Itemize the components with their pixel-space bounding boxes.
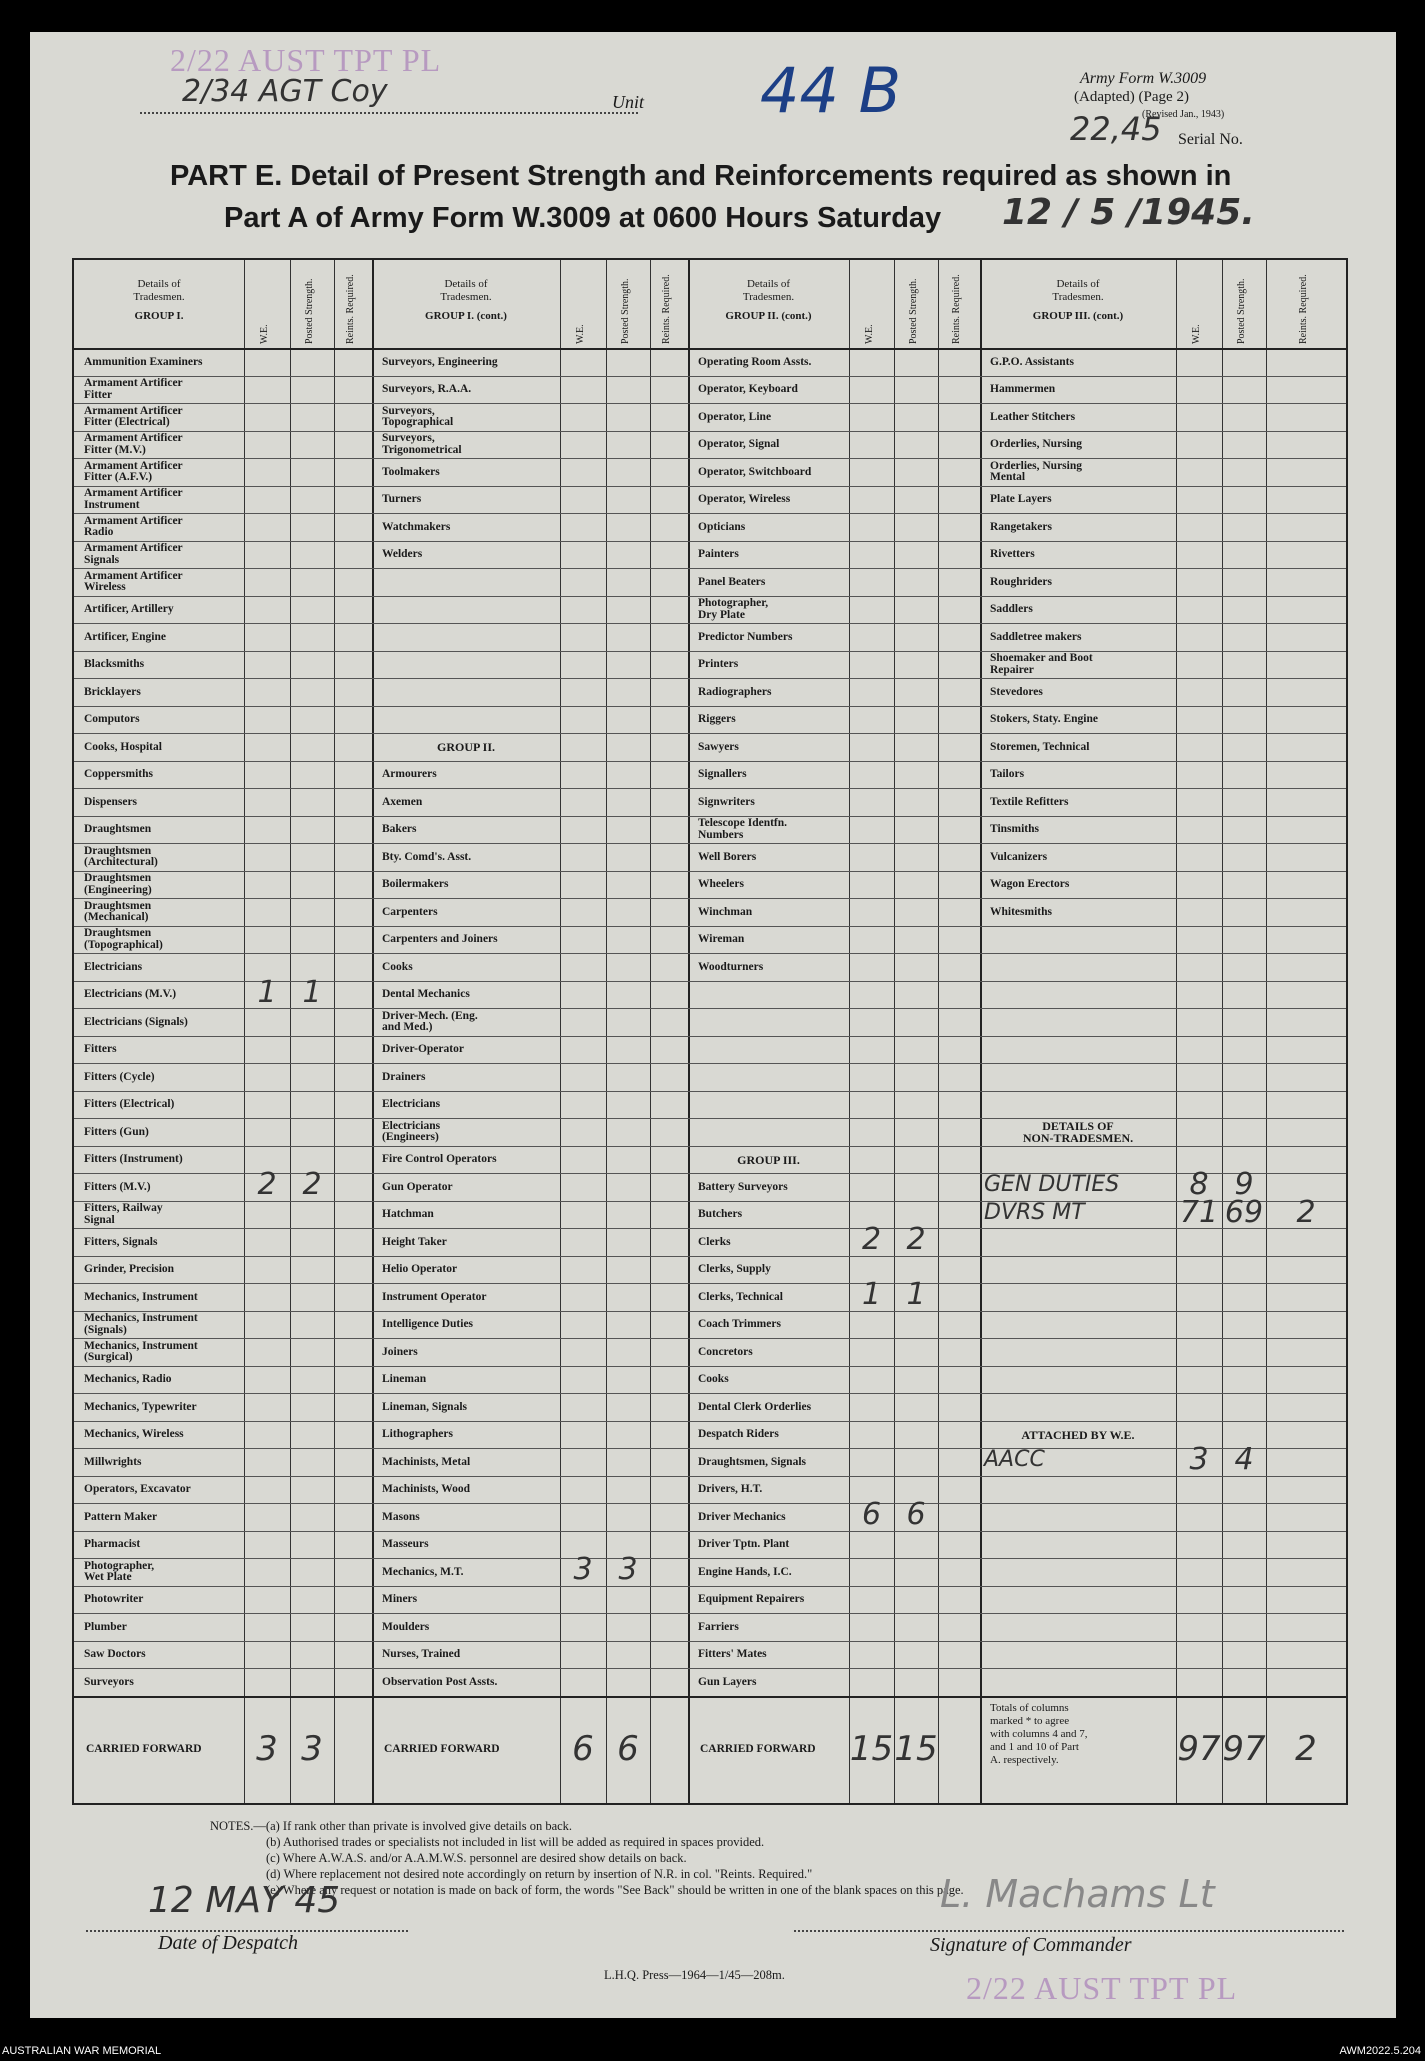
tradesman-label: Millwrights — [84, 1455, 142, 1468]
tradesman-label: Bakers — [382, 823, 417, 835]
tradesman-label: Photowriter — [84, 1593, 144, 1605]
tradesman-label: Turners — [382, 493, 422, 505]
tradesman-label: Operator, Keyboard — [698, 383, 798, 395]
form-sheet — [30, 32, 1396, 2018]
tradesman-label: Textile Refitters — [990, 795, 1069, 808]
tradesman-label: Armament Artificer Instrument — [84, 487, 183, 511]
tradesman-label: G.P.O. Assistants — [990, 355, 1074, 368]
tradesman-label: Tinsmiths — [990, 823, 1040, 835]
tradesman-label: Fitters' Mates — [698, 1648, 767, 1660]
serial-handwritten: 22,45 — [1070, 110, 1162, 148]
tradesman-label: Armourers — [382, 768, 437, 780]
tradesman-label: Whitesmiths — [990, 905, 1052, 918]
tradesman-label: Operator, Wireless — [698, 493, 791, 505]
column-header-details — [688, 260, 849, 348]
caption-left: AUSTRALIAN WAR MEMORIAL — [2, 2045, 162, 2057]
details-of-tradesmen: Details of Tradesmen. — [742, 278, 795, 303]
tradesman-label: Photographer, Wet Plate — [84, 1559, 155, 1584]
carried-forward-label: CARRIED FORWARD — [86, 1742, 202, 1755]
title-line-2: Part A of Army Form W.3009 at 0600 Hours Saturday — [224, 202, 942, 234]
tradesman-label: Concretors — [698, 1345, 753, 1358]
strength-value: 1 — [302, 974, 322, 1010]
form-title: Army Form W.3009 — [1080, 70, 1207, 87]
unit-line — [140, 112, 638, 114]
strength-value: 3 — [1189, 1442, 1209, 1478]
tradesman-label: Stevedores — [990, 685, 1043, 698]
tradesman-label: Battery Surveyors — [698, 1180, 788, 1193]
tradesman-label: Printers — [698, 658, 739, 670]
note-line: (d) Where replacement not desired note accordingly on return by insertion of N.R. in col. "Reints. Required." — [266, 1867, 813, 1881]
tradesman-label: Draughtsmen (Engineering) — [84, 872, 152, 896]
totals-note: Totals of columns marked * to agree with columns 4 and 7, and 1 and 10 of Part A. respectively. — [990, 1701, 1088, 1766]
signature-label: Signature of Commander — [930, 1934, 1132, 1956]
tradesman-label: Draughtsmen (Mechanical) — [84, 899, 152, 924]
group-divider — [372, 260, 374, 1803]
tradesman-label: Pharmacist — [84, 1538, 141, 1550]
reints-required-header: Reints. Required. — [1298, 274, 1309, 344]
group-divider — [980, 260, 982, 1803]
tradesman-label: Operator, Line — [698, 410, 772, 423]
tradesman-label: Driver Tptn. Plant — [698, 1538, 790, 1550]
caption-right: AWM2022.5.204 — [1339, 2045, 1421, 2057]
we-header: W.E. — [259, 324, 270, 344]
posted-strength-header: Posted Strength. — [908, 278, 919, 344]
tradesman-label: Mechanics, Instrument (Signals) — [84, 1312, 198, 1336]
tradesman-label: Mechanics, Wireless — [84, 1428, 184, 1440]
tradesman-label: Boilermakers — [382, 878, 449, 890]
posted-strength-header: Posted Strength. — [620, 278, 631, 344]
tradesman-label: Watchmakers — [382, 520, 451, 533]
strength-value: 1 — [861, 1277, 882, 1313]
tradesman-label: Gun Operator — [382, 1180, 453, 1193]
posted-strength-header: Posted Strength. — [304, 278, 315, 344]
strength-table — [72, 258, 1348, 1805]
tradesman-label: Panel Beaters — [698, 575, 766, 588]
reints-required-header: Reints. Required. — [345, 274, 356, 344]
tradesman-label: Surveyors, Trigonometrical — [382, 432, 462, 456]
despatch-date-handwritten: 12 MAY 45 — [148, 1880, 341, 1921]
unit-label: Unit — [612, 92, 645, 112]
strength-value: 2 — [302, 1167, 322, 1203]
unit-stamp-bottom: 2/22 AUST TPT PL — [966, 1970, 1238, 2006]
group-heading: GROUP III. (cont.) — [1032, 310, 1124, 322]
tradesman-label: Sawyers — [698, 740, 739, 753]
tradesman-label: Riggers — [698, 713, 736, 725]
tradesman-label: Photographer, Dry Plate — [698, 597, 769, 621]
column-divider — [334, 260, 335, 1803]
serial-label: Serial No. — [1178, 131, 1243, 148]
tradesman-label: Plumber — [84, 1620, 127, 1633]
carried-forward-value: 15 — [849, 1729, 894, 1770]
tradesman-label: Roughriders — [990, 575, 1052, 588]
column-header-details — [980, 260, 1176, 348]
tradesman-label: Draughtsmen (Architectural) — [84, 844, 158, 869]
tradesman-label: Grinder, Precision — [84, 1263, 175, 1275]
strength-value: 71 — [1179, 1194, 1219, 1230]
tradesman-label: Surveyors, Engineering — [382, 355, 498, 368]
tradesman-label: Fitters (Instrument) — [84, 1153, 183, 1165]
tradesman-label: Opticians — [698, 520, 746, 533]
tradesman-label: Signallers — [698, 768, 747, 780]
column-divider — [849, 260, 850, 1803]
tradesman-label: Shoemaker and Boot Repairer — [990, 652, 1093, 676]
tradesman-label: Hammermen — [990, 383, 1056, 395]
tradesman-label: Electricians — [382, 1098, 441, 1110]
tradesman-label: Operating Room Assts. — [698, 355, 812, 368]
totals-value: 97 — [1222, 1729, 1266, 1770]
tradesman-label: Coach Trimmers — [698, 1318, 781, 1330]
group-heading-row: GROUP II. — [436, 740, 495, 755]
group-heading: GROUP II. (cont.) — [725, 310, 812, 322]
form-adapted: (Adapted) (Page 2) — [1074, 89, 1189, 105]
tradesman-label: Despatch Riders — [698, 1428, 779, 1440]
strength-value: 69 — [1224, 1194, 1264, 1230]
tradesman-label: Armament Artificer Signals — [84, 542, 183, 566]
column-divider — [650, 260, 651, 1803]
tradesman-label: Saddlers — [990, 603, 1033, 615]
tradesman-label: Clerks — [698, 1235, 731, 1248]
title-line-1: PART E. Detail of Present Strength and Reinforcements required as shown in — [170, 160, 1232, 192]
tradesman-label: Surveyors, Topographical — [382, 404, 454, 429]
tradesman-label: Observation Post Assts. — [382, 1675, 498, 1688]
tradesman-label: Clerks, Technical — [698, 1290, 783, 1303]
group-heading: GROUP I. — [134, 310, 184, 322]
tradesman-label: Woodturners — [698, 960, 764, 973]
strength-value: 6 — [861, 1497, 882, 1533]
tradesman-label: Storemen, Technical — [990, 740, 1090, 753]
row-rule — [74, 1036, 1346, 1037]
tradesman-label: Orderlies, Nursing Mental — [990, 459, 1082, 484]
tradesman-label: Draughtsmen (Topographical) — [84, 927, 163, 951]
strength-value: 4 — [1234, 1442, 1254, 1478]
tradesman-label: Height Taker — [382, 1235, 447, 1248]
tradesman-label: Painters — [698, 548, 739, 560]
title-date: 12 / 5 /1945. — [1002, 192, 1255, 233]
column-header-details — [74, 260, 244, 348]
strength-value: 1 — [257, 974, 277, 1010]
tradesman-label: Intelligence Duties — [382, 1318, 474, 1330]
tradesman-label: Wireman — [698, 933, 745, 945]
strength-value: 2 — [861, 1222, 882, 1258]
group-divider — [688, 260, 690, 1803]
tradesman-label: Masons — [382, 1510, 420, 1523]
row-rule — [74, 1063, 1346, 1064]
tradesman-label: Machinists, Metal — [382, 1455, 471, 1468]
carried-forward-value: 6 — [617, 1729, 639, 1770]
tradesman-label: Electricians (Signals) — [84, 1015, 188, 1028]
column-divider — [1176, 260, 1177, 1803]
tradesman-label: Operator, Switchboard — [698, 465, 812, 478]
tradesman-label: Radiographers — [698, 685, 772, 698]
tradesman-label: Fitters — [84, 1043, 117, 1055]
tradesman-label: Operator, Signal — [698, 438, 780, 450]
reints-required-header: Reints. Required. — [661, 274, 672, 344]
tradesman-label: Wheelers — [698, 878, 744, 890]
tradesman-label: Instrument Operator — [382, 1290, 487, 1303]
posted-strength-header: Posted Strength. — [1236, 278, 1247, 344]
tradesman-label: Fitters, Signals — [84, 1235, 158, 1248]
tradesman-label: Armament Artificer Fitter (Electrical) — [84, 404, 183, 429]
tradesman-label: Gun Layers — [698, 1675, 757, 1688]
non-tradesman-label: DVRS MT — [984, 1199, 1085, 1225]
we-header: W.E. — [1191, 324, 1202, 344]
group-heading-row: DETAILS OF NON-TRADESMEN. — [1022, 1119, 1134, 1146]
carried-forward-label: CARRIED FORWARD — [700, 1742, 816, 1755]
tradesman-label: Coppersmiths — [84, 768, 154, 780]
tradesman-label: Wagon Erectors — [990, 878, 1070, 890]
tradesman-label: Pattern Maker — [84, 1510, 158, 1523]
tradesman-label: Vulcanizers — [990, 850, 1048, 863]
tradesman-label: Ammunition Examiners — [84, 355, 203, 368]
tradesman-label: Mechanics, Typewriter — [84, 1400, 197, 1413]
strength-value: 3 — [618, 1552, 638, 1588]
tradesman-label: Electricians (M.V.) — [84, 988, 177, 1000]
tradesman-label: Electricians (Engineers) — [382, 1119, 441, 1144]
tradesman-label: Fire Control Operators — [382, 1153, 497, 1165]
non-tradesman-label: AACC — [984, 1447, 1045, 1473]
tradesman-label: Equipment Repairers — [698, 1593, 805, 1605]
tradesman-label: Mechanics, M.T. — [382, 1565, 464, 1578]
tradesman-label: Bty. Comd's. Asst. — [382, 850, 472, 863]
tradesman-label: Mechanics, Instrument (Surgical) — [84, 1339, 198, 1364]
tradesman-label: Blacksmiths — [84, 658, 145, 670]
tradesman-label: Helio Operator — [382, 1263, 458, 1275]
tradesman-label: Saw Doctors — [84, 1648, 146, 1660]
tradesman-label: Armament Artificer Wireless — [84, 569, 183, 594]
tradesman-label: Welders — [382, 548, 423, 560]
tradesman-label: Hatchman — [382, 1208, 434, 1220]
tradesman-label: Lithographers — [382, 1428, 453, 1440]
tradesman-label: Butchers — [698, 1208, 743, 1220]
tradesman-label: Armament Artificer Fitter (M.V.) — [84, 432, 183, 456]
tradesman-label: Mechanics, Instrument — [84, 1290, 198, 1303]
we-header: W.E. — [863, 324, 875, 344]
tradesman-label: Joiners — [382, 1345, 418, 1358]
group-heading: GROUP I. (cont.) — [425, 310, 507, 322]
tradesman-label: Computors — [84, 713, 140, 725]
tradesman-label: Draughtsmen, Signals — [698, 1455, 806, 1468]
carried-forward-value: 6 — [572, 1729, 594, 1770]
column-divider — [244, 260, 245, 1803]
tradesman-label: Fitters (M.V.) — [84, 1180, 151, 1193]
tradesman-label: Lineman — [382, 1373, 427, 1385]
tradesman-label: Artificer, Artillery — [84, 603, 174, 615]
note-line: (c) Where A.W.A.S. and/or A.A.M.W.S. personnel are desired show details on back. — [266, 1851, 687, 1865]
details-of-tradesmen: Details of Tradesmen. — [440, 278, 492, 303]
row-rule — [74, 1091, 1346, 1092]
column-divider — [938, 260, 939, 1803]
tradesman-label: Moulders — [382, 1620, 430, 1633]
tradesman-label: Dental Clerk Orderlies — [698, 1400, 812, 1413]
printer-line: L.H.Q. Press—1964—1/45—208m. — [604, 1968, 785, 1982]
tradesman-label: Drivers, H.T. — [698, 1483, 763, 1495]
tradesman-label: Dental Mechanics — [382, 988, 470, 1000]
tradesman-label: Axemen — [382, 795, 423, 808]
tradesman-label: Nurses, Trained — [382, 1648, 461, 1660]
strength-value: 6 — [906, 1497, 926, 1533]
signature-handwritten: L. Machams Lt — [940, 1872, 1215, 1916]
tradesman-label: Fitters (Cycle) — [84, 1070, 155, 1083]
group-heading-row: GROUP III. — [737, 1152, 800, 1167]
tradesman-label: Engine Hands, I.C. — [698, 1565, 792, 1578]
form-revised: (Revised Jan., 1943) — [1142, 109, 1225, 120]
tradesman-label: Clerks, Supply — [698, 1263, 771, 1275]
note-line: NOTES.—(a) If rank other than private is involved give details on back. — [210, 1819, 573, 1833]
strength-value: 2 — [906, 1222, 926, 1258]
strength-value: 8 — [1189, 1167, 1209, 1203]
tradesman-label: Electricians — [84, 960, 143, 973]
tradesman-label: Saddletree makers — [990, 630, 1082, 643]
tradesman-label: Predictor Numbers — [698, 630, 793, 643]
carried-forward-value: 15 — [894, 1729, 938, 1770]
tradesman-label: Fitters (Electrical) — [84, 1098, 175, 1110]
tradesman-label: Driver-Mech. (Eng. and Med.) — [382, 1009, 478, 1034]
column-divider — [894, 260, 895, 1803]
column-header-details — [372, 260, 560, 348]
form-number-handwritten: 44 B — [760, 54, 902, 127]
strength-value: 2 — [257, 1167, 277, 1203]
tradesman-label: Carpenters — [382, 905, 438, 918]
totals-value: 2 — [1295, 1729, 1317, 1770]
tradesman-label: Cooks — [698, 1373, 729, 1385]
tradesman-label: Toolmakers — [382, 465, 440, 478]
carried-forward-label: CARRIED FORWARD — [384, 1742, 500, 1755]
tradesman-label: Rangetakers — [990, 520, 1052, 533]
tradesman-label: Cooks, Hospital — [84, 740, 162, 753]
tradesman-label: Surveyors, R.A.A. — [382, 383, 472, 395]
tradesman-label: Fitters, Railway Signal — [84, 1202, 163, 1226]
tradesman-label: Drainers — [382, 1070, 426, 1083]
tradesman-label: Driver-Operator — [382, 1043, 464, 1055]
tradesman-label: Machinists, Wood — [382, 1483, 470, 1495]
strength-value: 9 — [1234, 1167, 1254, 1203]
tradesman-label: Masseurs — [382, 1538, 429, 1550]
totals-value: 97 — [1177, 1729, 1221, 1770]
tradesman-label: Cooks — [382, 960, 413, 973]
details-of-tradesmen: Details of Tradesmen. — [133, 278, 185, 303]
tradesman-label: Draughtsmen — [84, 823, 152, 835]
carried-forward-value: 3 — [301, 1729, 323, 1770]
tradesman-label: Farriers — [698, 1620, 739, 1633]
tradesman-label: Tailors — [990, 768, 1025, 780]
tradesman-label: Stokers, Staty. Engine — [990, 713, 1098, 725]
tradesman-label: Telescope Identfn. Numbers — [698, 817, 788, 841]
column-divider — [1266, 260, 1267, 1803]
tradesman-label: Armament Artificer Fitter (A.F.V.) — [84, 459, 183, 484]
tradesman-label: Dispensers — [84, 795, 138, 808]
tradesman-label: Operators, Excavator — [84, 1483, 191, 1495]
we-header: W.E. — [575, 324, 586, 344]
note-line: (b) Authorised trades or specialists not included in list will be added as required in spaces provided. — [266, 1835, 765, 1849]
tradesman-label: Lineman, Signals — [382, 1400, 467, 1413]
despatch-label: Date of Despatch — [158, 1932, 298, 1954]
tradesman-label: Winchman — [698, 905, 753, 918]
tradesman-label: Driver Mechanics — [698, 1510, 786, 1523]
strength-value: 1 — [906, 1277, 926, 1313]
carried-forward-value: 3 — [256, 1729, 278, 1770]
column-divider — [290, 260, 291, 1803]
group-heading-row: ATTACHED BY W.E. — [1021, 1427, 1135, 1442]
tradesman-label: Artificer, Engine — [84, 630, 166, 643]
tradesman-label: Orderlies, Nursing — [990, 438, 1082, 450]
details-of-tradesmen: Details of Tradesmen. — [1052, 278, 1104, 303]
tradesman-label: Rivetters — [990, 548, 1035, 560]
tradesman-label: Carpenters and Joiners — [382, 933, 498, 945]
tradesman-label: Miners — [382, 1593, 418, 1605]
tradesman-label: Surveyors — [84, 1675, 134, 1688]
non-tradesman-label: GEN DUTIES — [984, 1172, 1120, 1198]
unit-stamp-top: 2/22 AUST TPT PL — [170, 42, 442, 78]
strength-value: 2 — [1296, 1194, 1316, 1230]
tradesman-label: Fitters (Gun) — [84, 1125, 149, 1138]
strength-value: 3 — [573, 1552, 593, 1588]
tradesman-label: Mechanics, Radio — [84, 1373, 172, 1385]
signature-line — [794, 1930, 1344, 1932]
tradesman-label: Armament Artificer Fitter — [84, 377, 183, 401]
unit-handwritten: 2/34 AGT Coy — [182, 74, 388, 109]
column-divider — [1222, 260, 1223, 1803]
tradesman-label: Signwriters — [698, 795, 755, 808]
note-line: (e) Where any request or notation is made on back of form, the words "See Back" should be written in one of the blank spaces on this page. — [266, 1883, 964, 1897]
tradesman-label: Bricklayers — [84, 685, 141, 698]
tradesman-label: Well Borers — [698, 850, 757, 863]
reints-required-header: Reints. Required. — [951, 274, 962, 344]
tradesman-label: Plate Layers — [990, 493, 1052, 505]
tradesman-label: Leather Stitchers — [990, 410, 1076, 423]
tradesman-label: Armament Artificer Radio — [84, 514, 183, 539]
